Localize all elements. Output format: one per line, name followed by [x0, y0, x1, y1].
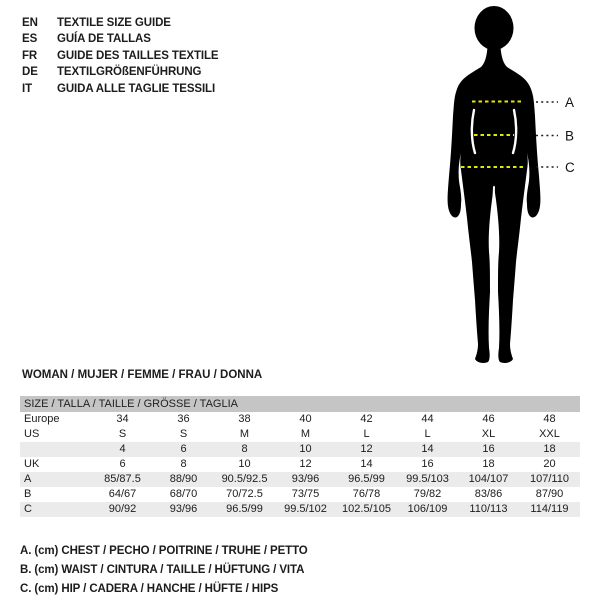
size-cell: 85/87.5	[104, 473, 141, 485]
size-cell: 18	[543, 443, 556, 455]
size-cell: 10	[299, 443, 312, 455]
size-cell: 6	[119, 458, 126, 470]
size-cell: 104/107	[468, 473, 509, 485]
size-cell: 73/75	[291, 488, 320, 500]
size-cell: 42	[360, 413, 373, 425]
size-cell: 48	[543, 413, 556, 425]
size-cell: 14	[421, 443, 434, 455]
legend-line: A. (cm) CHEST / PECHO / POITRINE / TRUHE / PETTO	[20, 545, 308, 557]
size-cell: M	[239, 428, 250, 440]
language-code: DE	[22, 66, 38, 79]
size-cell: 99.5/103	[406, 473, 449, 485]
size-cell: 68/70	[169, 488, 198, 500]
size-cell: 83/86	[474, 488, 503, 500]
table-row	[20, 442, 580, 457]
row-label: C	[24, 503, 32, 515]
language-label: GUIDE DES TAILLES TEXTILE	[57, 49, 219, 62]
size-cell: 93/96	[169, 503, 198, 515]
size-cell: 10	[238, 458, 251, 470]
size-cell: 16	[421, 458, 434, 470]
size-cell: 14	[360, 458, 373, 470]
leader-lines-black	[536, 102, 558, 167]
language-code: IT	[22, 82, 33, 95]
size-cell: 4	[119, 443, 126, 455]
size-cell: 76/78	[352, 488, 381, 500]
language-list	[22, 15, 219, 97]
legend-line: C. (cm) HIP / CADERA / HANCHE / HÜFTE / HIPS	[20, 583, 279, 595]
size-cell: 96.5/99	[348, 473, 385, 485]
size-cell: S	[118, 428, 127, 440]
size-cell: 38	[238, 413, 251, 425]
language-label: GUÍA DE TALLAS	[57, 33, 151, 46]
language-row	[22, 81, 219, 97]
size-table-body	[20, 412, 580, 517]
section-title: WOMAN / MUJER / FEMME / FRAU / DONNA	[22, 369, 263, 381]
size-cell: 20	[543, 458, 556, 470]
row-label: A	[24, 473, 32, 485]
size-cell: L	[363, 428, 370, 440]
table-row	[20, 427, 580, 442]
size-cell: 110/113	[469, 503, 508, 515]
size-cell: 88/90	[169, 473, 198, 485]
size-cell: XL	[481, 428, 496, 440]
size-cell: 107/110	[530, 473, 569, 485]
marker-label-b: B	[565, 128, 575, 144]
size-cell: 114/119	[530, 503, 569, 515]
row-label: UK	[24, 458, 40, 470]
size-cell: 12	[360, 443, 373, 455]
language-label: TEXTILGRÖßENFÜHRUNG	[57, 66, 202, 79]
table-row	[20, 472, 580, 487]
size-cell: 79/82	[413, 488, 442, 500]
size-cell: 46	[482, 413, 495, 425]
marker-label-a: A	[565, 95, 575, 110]
language-label: TEXTILE SIZE GUIDE	[57, 17, 171, 29]
size-cell: 87/90	[535, 488, 564, 500]
size-cell: 8	[241, 443, 248, 455]
size-cell: 93/96	[291, 473, 320, 485]
size-cell: 40	[299, 413, 312, 425]
size-cell: 90/92	[108, 503, 137, 515]
row-label: B	[24, 488, 32, 500]
language-row	[22, 48, 219, 64]
size-cell: 44	[421, 413, 434, 425]
size-cell: 90.5/92.5	[221, 473, 268, 485]
size-cell: 96.5/99	[226, 503, 263, 515]
size-cell: 106/109	[407, 503, 448, 515]
size-cell: 16	[482, 443, 495, 455]
marker-label-c: C	[565, 160, 575, 175]
legend-line: B. (cm) WAIST / CINTURA / TAILLE / HÜFTUNG / VITA	[20, 564, 305, 576]
size-cell: 64/67	[108, 488, 137, 500]
size-cell: 70/72.5	[226, 488, 263, 500]
size-cell: 12	[299, 458, 312, 470]
language-row	[22, 15, 219, 31]
size-cell: 99.5/102	[284, 503, 327, 515]
language-code: ES	[22, 33, 38, 46]
table-header: SIZE / TALLA / TAILLE / GRÖSSE / TAGLIA	[20, 396, 580, 412]
size-cell: 8	[180, 458, 187, 470]
row-label: US	[24, 428, 40, 440]
row-label: Europe	[24, 413, 60, 425]
size-cell: S	[179, 428, 188, 440]
size-cell: 6	[180, 443, 187, 455]
size-table	[20, 396, 580, 517]
language-code: FR	[22, 49, 38, 62]
woman-silhouette	[448, 6, 541, 363]
size-cell: 18	[482, 458, 495, 470]
table-row	[20, 502, 580, 517]
size-cell: M	[300, 428, 311, 440]
language-row	[22, 64, 219, 80]
size-cell: 36	[177, 413, 190, 425]
table-row	[20, 412, 580, 427]
legend	[20, 542, 308, 599]
language-code: EN	[22, 17, 38, 29]
size-cell: 34	[116, 413, 129, 425]
table-row	[20, 457, 580, 472]
language-label: GUIDA ALLE TAGLIE TESSILI	[57, 82, 216, 95]
woman-silhouette-figure	[410, 0, 590, 380]
size-cell: L	[424, 428, 431, 440]
row-label	[20, 442, 92, 457]
figure-panel	[410, 0, 590, 380]
size-cell: 102.5/105	[342, 503, 391, 515]
language-row	[22, 31, 219, 47]
table-row	[20, 487, 580, 502]
size-cell: XXL	[539, 428, 560, 440]
